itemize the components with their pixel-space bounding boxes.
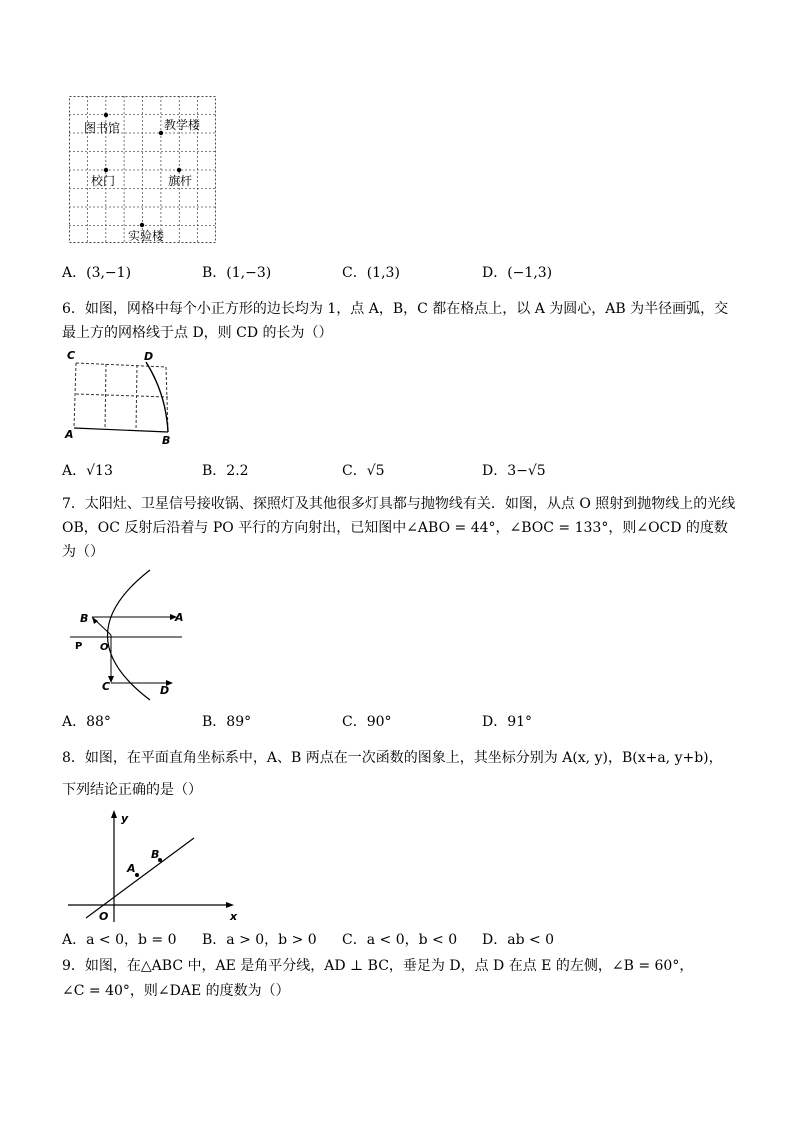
- q8-option-b[interactable]: B．a > 0，b > 0: [202, 932, 317, 948]
- q7-label-o: O: [100, 642, 109, 653]
- q6-stem-line2: 最上方的网格线于点 D，则 CD 的长为（）: [62, 325, 333, 341]
- flag-label: 旗杆: [168, 174, 193, 188]
- q7-stem-line2: OB，OC 反射后沿着与 PO 平行的方向射出，已知图中∠ABO = 44°，∠BOC = 133°，则∠OCD 的度数: [62, 520, 728, 536]
- q8-option-c[interactable]: C．a < 0，b < 0: [342, 932, 458, 948]
- q6-option-c[interactable]: C．√5: [342, 463, 385, 479]
- lab-label: 实验楼: [128, 229, 165, 243]
- q8-label-a: A: [127, 862, 136, 875]
- q7-option-d[interactable]: D．91°: [482, 714, 533, 730]
- q8-linear-function-figure: [66, 808, 246, 926]
- flag-point: [177, 168, 181, 172]
- library-point: [104, 113, 108, 117]
- q7-parabola: [108, 570, 151, 700]
- q6-grid-arc-figure: [62, 346, 182, 446]
- q7-label-a: A: [175, 611, 184, 624]
- q6-label-b: B: [162, 434, 171, 447]
- q5-option-b[interactable]: B．(1,−3): [202, 265, 272, 281]
- q7-parabola-figure: [70, 566, 185, 706]
- library-label: 图书馆: [84, 121, 121, 135]
- q6-stem-line1: 6．如图，网格中每个小正方形的边长均为 1，点 A，B，C 都在格点上，以 A 为圆心，AB 为半径画弧，交: [62, 301, 729, 317]
- q8-label-o: O: [99, 910, 109, 923]
- q7-option-c[interactable]: C．90°: [342, 714, 392, 730]
- q5-option-c[interactable]: C．(1,3): [342, 265, 400, 281]
- q6-label-a: A: [65, 428, 74, 441]
- q8-stem-line1: 8．如图，在平面直角坐标系中，A、B 两点在一次函数的图象上，其坐标分别为 A(x, y)，B(x+a, y+b)，: [62, 750, 723, 766]
- q8-label-x: x: [230, 910, 238, 923]
- q8-function-line: [86, 838, 194, 918]
- teaching-point: [159, 131, 163, 135]
- q6-option-a[interactable]: A．√13: [62, 463, 113, 479]
- q9-stem-line1: 9．如图，在△ABC 中，AE 是角平分线，AD ⊥ BC，垂足为 D，点 D 在点 E 的左侧，∠B = 60°，: [62, 958, 694, 974]
- q9-stem-line2: ∠C = 40°，则∠DAE 的度数为（）: [62, 983, 290, 999]
- q7-stem-line1: 7．太阳灶、卫星信号接收锅、探照灯及其他很多灯具都与抛物线有关．如图，从点 O 照射到抛物线上的光线: [62, 496, 736, 512]
- q8-point-a: [135, 873, 139, 877]
- q6-label-c: C: [67, 349, 76, 362]
- q8-stem-line2: 下列结论正确的是（）: [62, 782, 202, 798]
- q7-label-c: C: [102, 680, 111, 693]
- q8-label-b: B: [151, 848, 160, 861]
- q7-stem-line3: 为（）: [62, 544, 104, 560]
- teaching-label: 教学楼: [164, 118, 201, 132]
- q7-label-d: D: [160, 684, 170, 697]
- q6-option-d[interactable]: D．3−√5: [482, 463, 546, 479]
- q6-label-d: D: [144, 350, 154, 363]
- gate-point: [104, 168, 108, 172]
- campus-grid-map: [69, 96, 217, 244]
- lab-point: [140, 223, 144, 227]
- q7-option-a[interactable]: A．88°: [62, 714, 111, 730]
- q7-label-p: P: [75, 641, 83, 652]
- q6-option-b[interactable]: B．2.2: [202, 463, 249, 479]
- gate-label: 校门: [91, 174, 116, 188]
- q5-option-a[interactable]: A．(3,−1): [62, 265, 132, 281]
- q8-option-a[interactable]: A．a < 0，b = 0: [62, 932, 177, 948]
- q5-option-d[interactable]: D．(−1,3): [482, 265, 553, 281]
- q8-option-d[interactable]: D．ab < 0: [482, 932, 555, 948]
- q7-label-b: B: [80, 612, 89, 625]
- q8-label-y: y: [121, 812, 129, 825]
- q7-option-b[interactable]: B．89°: [202, 714, 252, 730]
